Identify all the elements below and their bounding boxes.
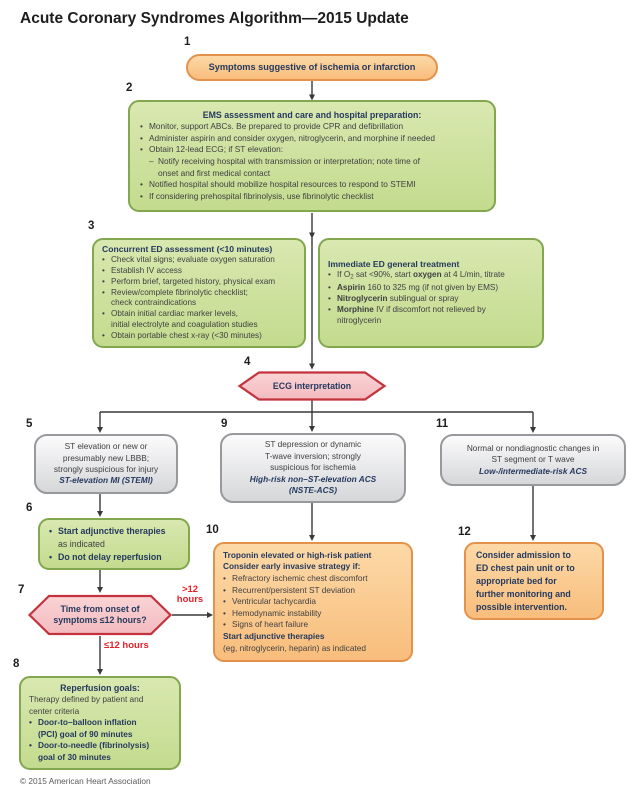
step-number-10: 10 bbox=[206, 524, 219, 536]
step-number-8: 8 bbox=[13, 658, 20, 670]
time-from-onset-hexagon: Time from onset of symptoms ≤12 hours? bbox=[28, 594, 172, 636]
step-number-4: 4 bbox=[244, 356, 251, 368]
step-number-1: 1 bbox=[184, 36, 191, 48]
step-number-7: 7 bbox=[18, 584, 25, 596]
troponin-high-risk-box: Troponin elevated or high-risk patient Consider early invasive strategy if: • Refractory ischemic chest discomfort • Recurrent/persistent ST deviation • Ventricular tachycardia • Hemodynamic instability • Signs of heart failure Start adjunctive therapies (eg, nitroglycerin, heparin) as indicated bbox=[213, 542, 413, 662]
step-number-11: 11 bbox=[436, 418, 449, 430]
copyright-text: © 2015 American Heart Association bbox=[20, 776, 151, 786]
page-title: Acute Coronary Syndromes Algorithm—2015 Update bbox=[20, 10, 409, 27]
step-number-2: 2 bbox=[126, 82, 133, 94]
low-intermediate-risk-box: Normal or nondiagnostic changes in ST segment or T wave Low-/intermediate-risk ACS bbox=[440, 434, 626, 486]
step-number-5: 5 bbox=[26, 418, 33, 430]
stemi-box: ST elevation or new or presumably new LBBB; strongly suspicious for injury ST-elevation MI (STEMI) bbox=[34, 434, 178, 494]
ecg-interpretation-hexagon: ECG interpretation bbox=[238, 371, 386, 401]
nste-acs-box: ST depression or dynamic T-wave inversion; strongly suspicious for ischemia High-risk non–ST-elevation ACS (NSTE-ACS) bbox=[220, 433, 406, 503]
step-number-6: 6 bbox=[26, 502, 33, 514]
step-number-9: 9 bbox=[221, 418, 228, 430]
reperfusion-goals-box: Reperfusion goals: Therapy defined by patient and center criteria • Door-to–balloon inflation (PCI) goal of 90 minutes • Door-to-needle (fibrinolysis) goal of 30 minutes bbox=[19, 676, 181, 770]
symptoms-box bbox=[186, 54, 438, 81]
step-number-12: 12 bbox=[458, 526, 471, 538]
immediate-ed-treatment-box: Immediate ED general treatment • If O2 sat <90%, start oxygen at 4 L/min, titrate • Aspirin 160 to 325 mg (if not given by EMS) • Nitroglycerin sublingual or spray • Morphine IV if discomfort not relieved by nitroglycerin bbox=[318, 238, 544, 348]
ed-admission-box: Consider admission to ED chest pain unit or to appropriate bed for further monitoring and possible intervention. bbox=[464, 542, 604, 620]
ems-assessment-box: EMS assessment and care and hospital preparation: • Monitor, support ABCs. Be prepared to provide CPR and defibrillation • Administer aspirin and consider oxygen, nitroglycerin, and morphine if needed • Obtain 12-lead ECG; if ST elevation: – Notify receiving hospital with transmission or interpretation; note time of onset and first medical contact • Notified hospital should mobilize hospital resources to respond to STEMI • If considering prehospital fibrinolysis, use fibrinolytic checklist bbox=[128, 100, 496, 212]
adjunctive-therapies-box: • Start adjunctive therapies as indicated • Do not delay reperfusion bbox=[38, 518, 190, 570]
step-number-3: 3 bbox=[88, 220, 95, 232]
symptoms-text: Symptoms suggestive of ischemia or infarction bbox=[208, 61, 416, 72]
concurrent-ed-assessment-box: Concurrent ED assessment (<10 minutes) • Check vital signs; evaluate oxygen saturation • Establish IV access • Perform brief, targeted history, physical exam • Review/complete fibrinolytic checklist; check contraindications • Obtain initial cardiac marker levels, initial electrolyte and coagulation studies • Obtain portable chest x-ray (<30 minutes) bbox=[92, 238, 306, 348]
branch-label-gt12hours: >12 hours bbox=[176, 584, 204, 605]
branch-label-le12hours: ≤12 hours bbox=[104, 640, 149, 651]
